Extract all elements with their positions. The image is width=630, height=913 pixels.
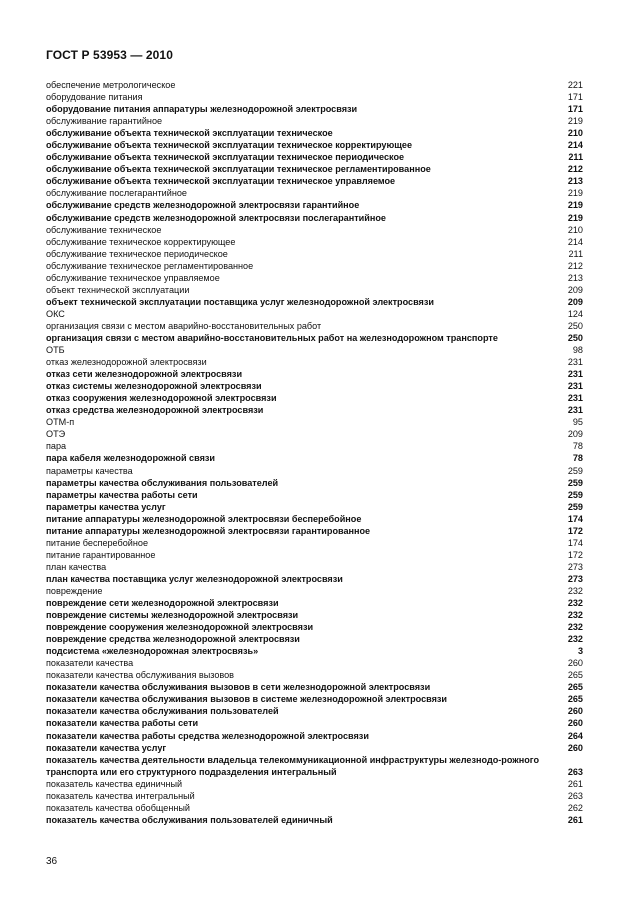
- index-entry: [46, 392, 583, 404]
- index-term: объект технической эксплуатации поставщика услуг железнодорожной электросвязи: [46, 296, 434, 307]
- index-entry: [46, 368, 583, 380]
- index-page-ref: 172: [567, 549, 583, 560]
- index-term: обслуживание гарантийное: [46, 116, 163, 127]
- index-entry: [46, 657, 583, 669]
- index-term: обслуживание объекта технической эксплуатации техническое регламентированное: [46, 164, 431, 175]
- index-page-ref: 260: [567, 706, 583, 717]
- index-term: повреждение средства железнодорожной электросвязи: [46, 634, 300, 645]
- index-entry: [46, 127, 583, 139]
- index-page-ref: 265: [567, 682, 583, 693]
- index-term: обслуживание объекта технической эксплуатации техническое периодическое: [46, 152, 405, 163]
- index-term: обеспечение метрологическое: [46, 80, 176, 90]
- index-page-ref: 213: [567, 272, 583, 283]
- index-page-ref: 263: [567, 790, 583, 801]
- index-page-ref: 219: [567, 188, 583, 199]
- index-page-ref: 124: [567, 308, 583, 319]
- index-entry: [46, 609, 583, 621]
- index-term: повреждение сети железнодорожной электросвязи: [46, 598, 279, 609]
- index-term: показатели качества обслуживания вызовов в сети железнодорожной электросвязи: [46, 682, 431, 693]
- index-page-ref: 260: [567, 718, 583, 729]
- index-term: показатели качества работы средства железнодорожной электросвязи: [46, 730, 369, 741]
- index-page-ref: 265: [567, 694, 583, 705]
- index-term: обслуживание объекта технической эксплуатации техническое управляемое: [46, 176, 396, 187]
- index-entry: [46, 380, 583, 392]
- index-page-ref: 98: [572, 345, 583, 356]
- index-term: организация связи с местом аварийно-восстановительных работ на железнодорожном транспорте: [46, 332, 498, 343]
- index-entry: [46, 296, 583, 308]
- index-page-ref: 172: [567, 525, 583, 536]
- index-page-ref: 212: [567, 260, 583, 271]
- index-entry: [46, 790, 583, 802]
- index-term: показатели качества обслуживания вызовов в системе железнодорожной электросвязи: [46, 694, 448, 705]
- index-page-ref: 260: [567, 742, 583, 753]
- index-page-ref: 231: [567, 369, 583, 380]
- index-entry: [46, 139, 583, 151]
- index-entry: [46, 573, 583, 585]
- document-header: ГОСТ Р 53953 — 2010: [46, 48, 173, 62]
- index-entry: [46, 778, 583, 790]
- index-term: параметры качества работы сети: [46, 489, 198, 500]
- index-page-ref: 259: [567, 465, 583, 476]
- index-entry: [46, 549, 583, 561]
- index-page-ref: 171: [567, 104, 583, 115]
- index-entry: [46, 163, 583, 175]
- page-number: 36: [46, 856, 58, 867]
- index-term: план качества: [46, 561, 107, 572]
- index-entry: [46, 175, 583, 187]
- index-page-ref: 214: [567, 236, 583, 247]
- index-entry: [46, 597, 583, 609]
- index-entry: [46, 199, 583, 211]
- index-page-ref: 232: [567, 610, 583, 621]
- index-entry: [46, 103, 583, 115]
- index-entry: [46, 416, 583, 428]
- index-term: показатель качества обслуживания пользователей единичный: [46, 814, 333, 825]
- index-entry: [46, 513, 583, 525]
- index-term: пара: [46, 441, 67, 452]
- index-term: ОТБ: [46, 345, 65, 356]
- index-entry: [46, 236, 583, 248]
- index-term: показатели качества работы сети: [46, 718, 199, 729]
- index-entry: [46, 187, 583, 199]
- index-term: параметры качества: [46, 465, 133, 476]
- index-term: показатели качества: [46, 658, 134, 669]
- index-page-ref: 78: [572, 453, 583, 464]
- index-term: питание бесперебойное: [46, 537, 148, 548]
- index-page-ref: 78: [572, 441, 583, 452]
- index-page-ref: 212: [567, 164, 583, 175]
- index-term: обслуживание объекта технической эксплуатации техническое: [46, 128, 333, 139]
- alphabetical-index: [46, 79, 583, 826]
- index-term: показатель качества единичный: [46, 778, 183, 789]
- index-entry: [46, 248, 583, 260]
- index-entry: [46, 212, 583, 224]
- index-term: оборудование питания: [46, 92, 143, 103]
- index-term: отказ системы железнодорожной электросвязи: [46, 381, 262, 392]
- index-page-ref: 174: [567, 537, 583, 548]
- index-entry: [46, 525, 583, 537]
- index-page-ref: 261: [567, 778, 583, 789]
- index-page-ref: 273: [567, 573, 583, 584]
- index-page-ref: 219: [567, 212, 583, 223]
- index-page-ref: 250: [567, 320, 583, 331]
- index-page-ref: 232: [567, 622, 583, 633]
- index-term: параметры качества обслуживания пользователей: [46, 477, 279, 488]
- index-term: параметры качества услуг: [46, 501, 166, 512]
- index-page-ref: 259: [567, 501, 583, 512]
- index-page-ref: 232: [567, 634, 583, 645]
- index-page-ref: 232: [567, 598, 583, 609]
- index-term: обслуживание техническое: [46, 224, 162, 235]
- index-term: отказ железнодорожной электросвязи: [46, 357, 207, 368]
- index-entry: [46, 669, 583, 681]
- index-term: ОКС: [46, 308, 65, 319]
- index-term: ОТЭ: [46, 429, 66, 440]
- index-term: оборудование питания аппаратуры железнодорожной электросвязи: [46, 104, 358, 115]
- index-entry: [46, 428, 583, 440]
- index-page-ref: 263: [567, 766, 583, 777]
- index-term: повреждение системы железнодорожной электросвязи: [46, 610, 299, 621]
- index-term: обслуживание техническое регламентированное: [46, 260, 254, 271]
- index-page-ref: 219: [567, 116, 583, 127]
- index-page-ref: 95: [572, 417, 583, 428]
- index-page-ref: 209: [567, 429, 583, 440]
- index-page-ref: 3: [577, 646, 583, 657]
- index-entry: [46, 802, 583, 814]
- index-term: отказ сооружения железнодорожной электросвязи: [46, 393, 277, 404]
- index-page-ref: 231: [567, 393, 583, 404]
- index-term: объект технической эксплуатации: [46, 284, 190, 295]
- index-entry: [46, 681, 583, 693]
- index-term: обслуживание послегарантийное: [46, 188, 187, 199]
- index-term: питание аппаратуры железнодорожной электросвязи бесперебойное: [46, 513, 362, 524]
- index-entry: [46, 742, 583, 754]
- index-entry: [46, 260, 583, 272]
- index-term: пара кабеля железнодорожной связи: [46, 453, 216, 464]
- index-page-ref: 219: [567, 200, 583, 211]
- index-term: питание аппаратуры железнодорожной электросвязи гарантированное: [46, 525, 371, 536]
- index-term: показатель качества интегральный: [46, 790, 195, 801]
- index-entry: [46, 621, 583, 633]
- index-term: отказ сети железнодорожной электросвязи: [46, 369, 243, 380]
- index-entry: [46, 645, 583, 657]
- index-page-ref: 262: [567, 802, 583, 813]
- index-entry: [46, 320, 583, 332]
- index-term: обслуживание техническое управляемое: [46, 272, 220, 283]
- index-term: показатели качества услуг: [46, 742, 167, 753]
- index-term: обслуживание техническое корректирующее: [46, 236, 236, 247]
- index-entry: [46, 115, 583, 127]
- index-page-ref: 264: [567, 730, 583, 741]
- index-page-ref: 265: [567, 670, 583, 681]
- index-entry: [46, 537, 583, 549]
- index-page-ref: 209: [567, 284, 583, 295]
- index-term: обслуживание средств железнодорожной электросвязи гарантийное: [46, 200, 360, 211]
- index-term: ОТМ-п: [46, 417, 75, 428]
- index-term: обслуживание техническое периодическое: [46, 248, 228, 259]
- index-term: отказ средства железнодорожной электросвязи: [46, 405, 264, 416]
- index-entry: [46, 585, 583, 597]
- index-term: организация связи с местом аварийно-восстановительных работ: [46, 320, 322, 331]
- index-entry: [46, 308, 583, 320]
- index-entry: [46, 332, 583, 344]
- index-page-ref: 221: [567, 80, 583, 90]
- index-entry: [46, 465, 583, 477]
- index-page-ref: 174: [567, 513, 583, 524]
- index-page-ref: 214: [567, 140, 583, 151]
- index-entry: [46, 633, 583, 645]
- index-entry: [46, 730, 583, 742]
- index-page-ref: 231: [567, 357, 583, 368]
- index-page-ref: 209: [567, 296, 583, 307]
- index-page-ref: 210: [567, 224, 583, 235]
- index-entry: [46, 693, 583, 705]
- index-entry: [46, 272, 583, 284]
- index-page-ref: 210: [567, 128, 583, 139]
- index-term: показатели качества обслуживания пользователей: [46, 706, 279, 717]
- index-page-ref: 213: [567, 176, 583, 187]
- index-entry: [46, 452, 583, 464]
- index-page-ref: 250: [567, 332, 583, 343]
- index-page-ref: 259: [567, 477, 583, 488]
- index-term: показатель качества обобщенный: [46, 802, 191, 813]
- index-entry: [46, 489, 583, 501]
- index-term: повреждение сооружения железнодорожной электросвязи: [46, 622, 314, 633]
- index-entry: [46, 79, 583, 91]
- index-page-ref: 211: [568, 152, 583, 163]
- index-entry: [46, 404, 583, 416]
- index-page-ref: 261: [567, 814, 583, 825]
- index-page-ref: 232: [567, 585, 583, 596]
- index-entry: [46, 561, 583, 573]
- index-entry: [46, 440, 583, 452]
- index-page-ref: 273: [567, 561, 583, 572]
- index-page-ref: 231: [567, 381, 583, 392]
- index-page-ref: 231: [567, 405, 583, 416]
- index-entry: [46, 717, 583, 729]
- index-term: повреждение: [46, 585, 103, 596]
- index-term: показатели качества обслуживания вызовов: [46, 670, 235, 681]
- index-entry: [46, 754, 583, 778]
- index-entry: [46, 91, 583, 103]
- index-entry: [46, 501, 583, 513]
- index-term: питание гарантированное: [46, 549, 156, 560]
- index-entry: [46, 151, 583, 163]
- index-entry: [46, 356, 583, 368]
- index-term: план качества поставщика услуг железнодорожной электросвязи: [46, 573, 343, 584]
- index-entry: [46, 224, 583, 236]
- index-page-ref: 260: [567, 658, 583, 669]
- index-entry: [46, 477, 583, 489]
- index-term: показатель качества деятельности владельца телекоммуникационной инфраструктуры железнодо-рожного транспорта или его структурного подразделения интегральный: [46, 754, 540, 777]
- index-term: обслуживание объекта технической эксплуатации техническое корректирующее: [46, 140, 413, 151]
- index-entry: [46, 344, 583, 356]
- index-entry: [46, 814, 583, 826]
- index-entry: [46, 705, 583, 717]
- index-page-ref: 259: [567, 489, 583, 500]
- index-term: обслуживание средств железнодорожной электросвязи послегарантийное: [46, 212, 386, 223]
- index-entry: [46, 284, 583, 296]
- index-page-ref: 211: [568, 248, 583, 259]
- index-page-ref: 171: [567, 92, 583, 103]
- index-term: подсистема «железнодорожная электросвязь»: [46, 646, 259, 657]
